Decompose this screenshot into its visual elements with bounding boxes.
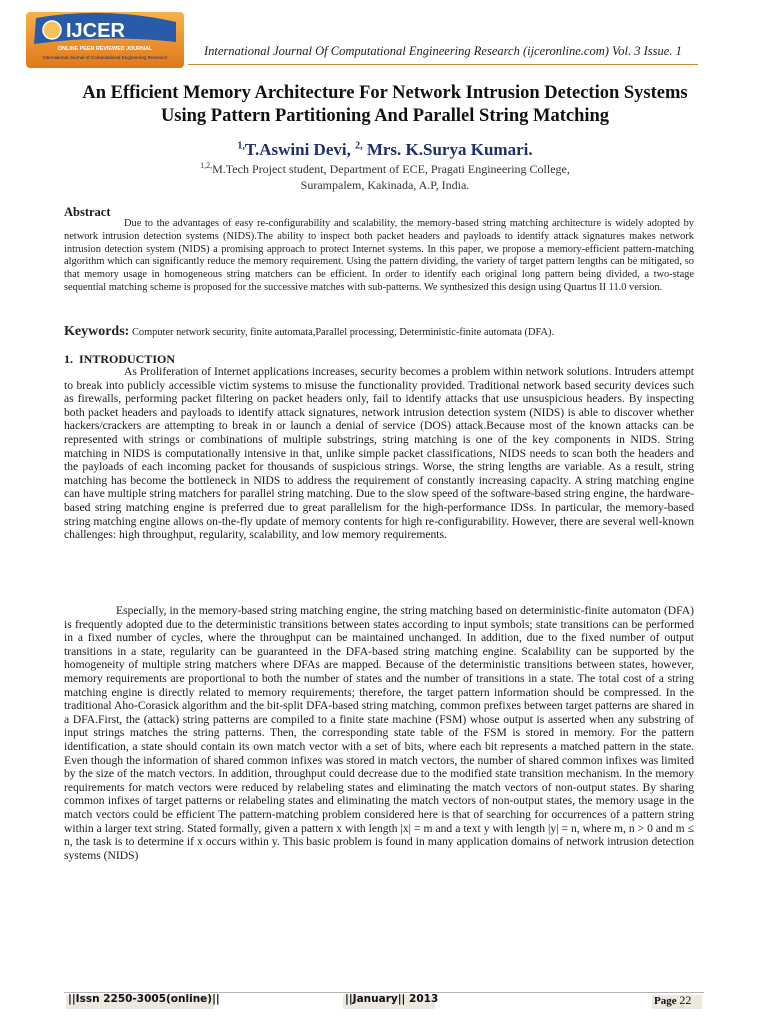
footer-page-number: 22 bbox=[679, 993, 692, 1007]
footer-page bbox=[654, 993, 691, 1008]
author1-sup: 1, bbox=[237, 140, 245, 152]
section-heading-rest: NTRODUCTION bbox=[83, 352, 176, 366]
footer-date: ||January|| 2013 bbox=[345, 993, 439, 1005]
affiliation bbox=[60, 158, 710, 193]
author1-name: T.Aswini Devi, bbox=[244, 140, 351, 159]
keywords-text: Computer network security, finite automata,Parallel processing, Deterministic-finite automata (DFA). bbox=[131, 327, 555, 338]
author2-sup: 2, bbox=[355, 140, 363, 152]
section-number: 1. bbox=[64, 352, 73, 366]
keywords bbox=[64, 324, 704, 340]
affiliation-line2: Surampalem, Kakinada, A.P, India. bbox=[300, 178, 470, 192]
journal-header: International Journal Of Computational Engineering Research (ijceronline.com) Vol. 3 Issue. 1 bbox=[204, 44, 682, 58]
paper-title: An Efficient Memory Architecture For Network Intrusion Detection Systems Using Pattern Partitioning And Parallel String Matching bbox=[82, 83, 688, 126]
abstract-heading: Abstract bbox=[64, 205, 111, 219]
intro-paragraph-1: As Proliferation of Internet applications increases, security becomes a problem within network solutions. Intruders attempt to break into publicly accessible victim systems to misuse the functionality provided. Traditional network based security devices such as firewalls, performing packet filtering on packet headers only, fail to identify attacks that use unsuspicious headers. By inspecting both packet headers and payloads to identify attack signatures, network intrusion detection system (NIDS) is able to discover whether hackers/crackers are attempting to break in or launch a denial of service (DOS) attack.Because most of the known attacks can be represented with strings or combinations of multiple substrings, string matching is one of the key components in NIDS. String matching in NIDS is computationally intensive in that, unlike simple packet classifications, NIDS needs to scan both the headers and the payloads of each incoming packet for thousands of suspicious strings. Worse, the string lengths are variable. As a result, string matching has become the bottleneck in NIDS to address the requirement of constantly increasing capacity. A string matching engine can have multiple string matchers for parallel string matching. Due to the slow speed of the software-based string engine, the hardware-based string matching engine is preferred due to great parallelism for the high-performance IDSs. In particular, the memory-based string matching engine allows on-the-fly update of memory contents for high re-configurability. However, there are several well-known challenges: high throughput, regularity, scalability, and low memory requirements. bbox=[64, 365, 694, 542]
logo-name: IJCER bbox=[66, 20, 125, 42]
affiliation-sup: 1,2, bbox=[200, 161, 213, 170]
author2-name: Mrs. K.Surya Kumari. bbox=[366, 140, 533, 159]
keywords-label: Keywords: bbox=[64, 324, 130, 339]
section-heading-first: I bbox=[79, 352, 84, 366]
abstract-body: Due to the advantages of easy re-configurability and scalability, the memory-based string matching architecture is widely adopted by network intrusion detection systems (NIDS).The ability to inspect both packet headers and payloads to identify attack signatures makes network intrusion detection system (NIDS) a promising approach to protect Internet systems. In this paper, we propose a memory-efficient pattern-matching algorithm which can significantly reduce the memory requirement. Using the pattern dividing, the variety of target pattern lengths can be mitigated, so that memory usage in homogeneous string matchers can be efficient. In order to identify each original long pattern being divided, a two-stage sequential matching scheme is proposed for the successive matches with sub-patterns. We synthesized this design using Quartus II 11.0 version. bbox=[64, 218, 694, 293]
logo-tagline: ONLINE PEER REVIEWED JOURNAL bbox=[57, 46, 153, 52]
footer-issn: ||Issn 2250-3005(online)|| bbox=[68, 993, 220, 1005]
ijcer-logo bbox=[26, 12, 184, 68]
header-rule bbox=[188, 64, 698, 65]
affiliation-line1: M.Tech Project student, Department of ECE, Pragati Engineering College, bbox=[212, 162, 570, 176]
footer-page-label: Page bbox=[654, 995, 677, 1007]
author-line bbox=[60, 140, 710, 160]
intro-paragraph-2: Especially, in the memory-based string matching engine, the string matching based on deterministic-finite automaton (DFA) is frequently adopted due to the deterministic transitions between states according to input symbols; state transitions can be performed in a fixed number of cycles, where the throughput can be maintained unchanged. In addition, due to the fixed number of output transitions in a state, regularity can be guaranteed in the DFA-based string matching engine. Scalability can be supported by the homogeneity of multiple string matchers where DFAs are mapped. Because of the deterministic transitions between states, however, memory requirements are proportional to both the number of states and the number of transitions in a state. The total cost of a string matching engine is directly related to memory requirements; therefore, the target pattern information should be compressed. In the traditional Aho-Corasick algorithm and the bit-split DFA-based string matching, common prefixes between target patterns are shared in a DFA.First, the (attack) string patterns are compiled to a finite state machine (FSM) whose output is asserted when any substring of input strings matches the string patterns. Then, the corresponding state table of the FSM is stored in memory. For the pattern identification, a state should contain its own match vector with a set of bits, where each bit represents a matched pattern in the state. Even though the information of shared common infixes was stored in match vectors, the number of shared common infixes was limited by the size of the match vectors. In addition, throughput could decrease due to the modified state transition mechanism. In the memory requirements for match vectors were reduced by relabeling states and eliminating the match vectors of non-output states. By sharing common infixes of target patterns or relabeling states and eliminating the match vectors of non-output states, the memory usage in the match vectors could be efficient The pattern-matching problem considered here is that of searching for occurrences of a pattern string within a larger text string. Stated formally, given a pattern x with length |x| = m and a text y with length |y| = n, where m, n > 0 and m ≤ n, the task is to determine if x occurs within y. This basic problem is found in many application domains of network intrusion detection systems (NIDS) bbox=[64, 604, 694, 862]
logo-subtitle: International Journal of Computational Engineering Research bbox=[42, 55, 168, 60]
